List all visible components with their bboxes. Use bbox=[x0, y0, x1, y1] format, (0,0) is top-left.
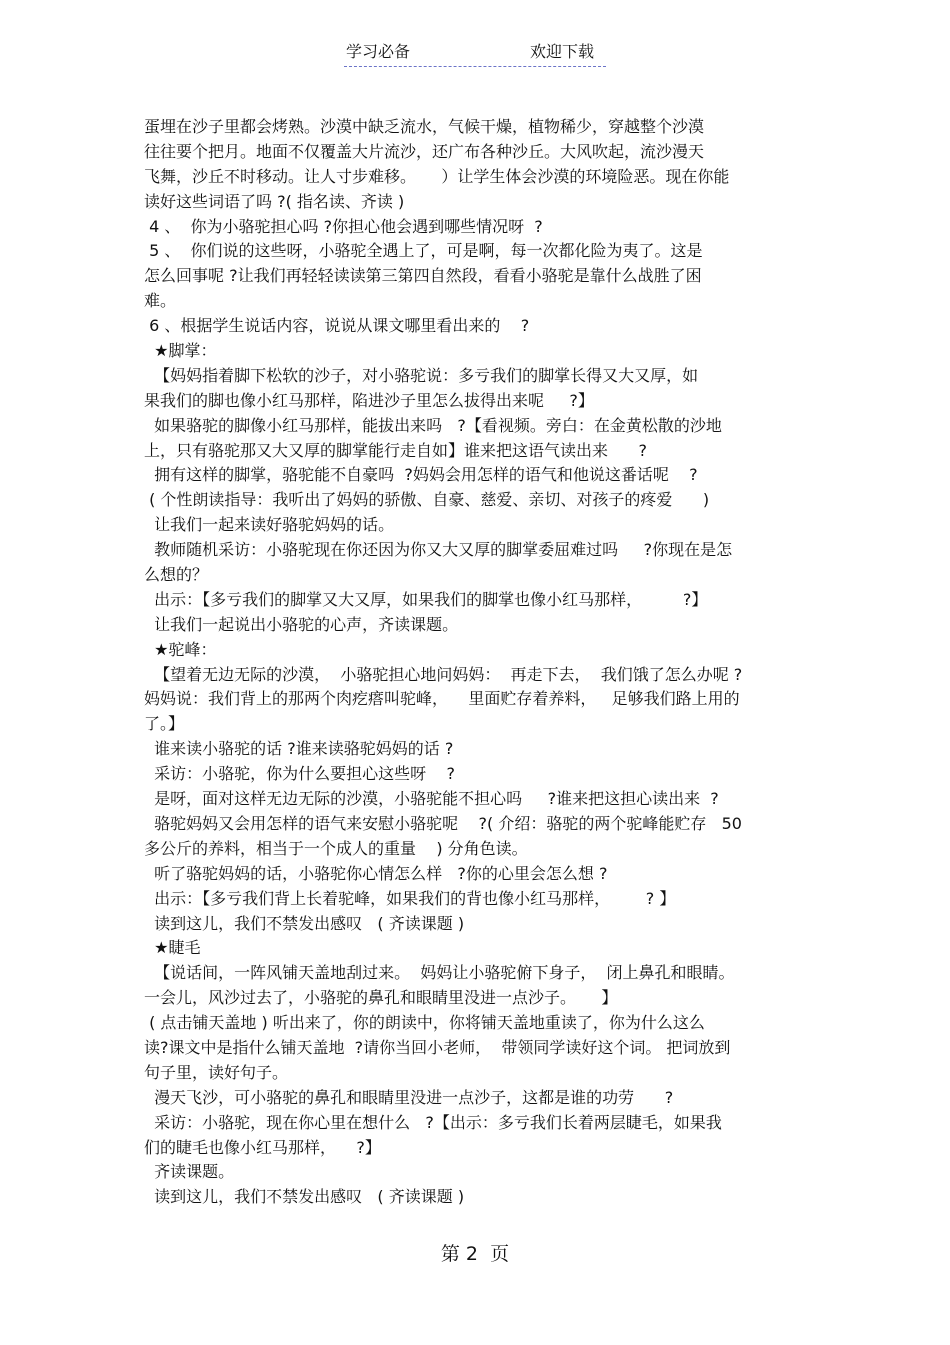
text-line: 一会儿，风沙过去了，小骆驼的鼻孔和眼睛里没进一点沙子。 】 bbox=[144, 988, 618, 1008]
text-line: ★睫毛 bbox=[144, 938, 201, 958]
text-line: 了。】 bbox=[144, 714, 185, 734]
text-line: 如果骆驼的脚像小红马那样，能拔出来吗 ?【看视频。旁白：在金黄松散的沙地 bbox=[144, 415, 722, 435]
text-line: 出示：【多亏我们背上长着驼峰，如果我们的背也像小红马那样， ? 】 bbox=[144, 888, 676, 908]
text-line: 听了骆驼妈妈的话，小骆驼你心情怎么样 ?你的心里会怎么想 ? bbox=[144, 863, 608, 883]
text-line: 往往要个把月。地面不仅覆盖大片流沙，还广布各种沙丘。大风吹起，流沙漫天 bbox=[144, 141, 705, 161]
text-line: 多公斤的养料，相当于一个成人的重量 ) 分角色读。 bbox=[144, 838, 528, 858]
text-line: 【望着无边无际的沙漠， 小骆驼担心地问妈妈： 再走下去， 我们饿了怎么办呢 ? bbox=[144, 664, 743, 684]
text-line: 难。 bbox=[144, 291, 177, 311]
text-line: 采访：小骆驼，现在你心里在想什么 ?【出示：多亏我们长着两层睫毛，如果我 bbox=[144, 1112, 722, 1132]
document-body bbox=[144, 115, 824, 1210]
text-line: 6 、根据学生说话内容，说说从课文哪里看出来的 ? bbox=[144, 316, 530, 336]
text-line: 蛋埋在沙子里都会烤熟。沙漠中缺乏流水，气候干燥，植物稀少，穿越整个沙漠 bbox=[144, 117, 705, 136]
text-line: 谁来读小骆驼的话 ?谁来读骆驼妈妈的话 ? bbox=[144, 739, 454, 759]
text-line: 拥有这样的脚掌，骆驼能不自豪吗 ?妈妈会用怎样的语气和他说这番话呢 ? bbox=[144, 465, 698, 485]
text-line: 采访：小骆驼，你为什么要担心这些呀 ? bbox=[144, 764, 456, 784]
text-line: 句子里，读好句子。 bbox=[144, 1062, 289, 1082]
text-line: 出示：【多亏我们的脚掌又大又厚，如果我们的脚掌也像小红马那样， ?】 bbox=[144, 589, 708, 609]
text-line: 读?课文中是指什么铺天盖地 ?请你当回小老师， 带领同学读好这个词。 把词放到 bbox=[144, 1037, 731, 1057]
text-line: 读好这些词语了吗 ?( 指名读、齐读 ) bbox=[144, 191, 405, 211]
text-line: 读到这儿，我们不禁发出感叹 ( 齐读课题 ) bbox=[144, 1187, 465, 1207]
text-line: ( 个性朗读指导：我听出了妈妈的骄傲、自豪、慈爱、亲切、对孩子的疼爱 ) bbox=[144, 490, 710, 510]
header-right-text: 欢迎下载 bbox=[530, 42, 595, 61]
text-line: 怎么回事呢 ?让我们再轻轻读读第三第四自然段，看看小骆驼是靠什么战胜了困 bbox=[144, 266, 702, 286]
text-line: 们的睫毛也像小红马那样， ?】 bbox=[144, 1137, 381, 1157]
text-line: 【妈妈指着脚下松软的沙子，对小骆驼说：多亏我们的脚掌长得又大又厚，如 bbox=[144, 365, 699, 385]
text-line: 教师随机采访：小骆驼现在你还因为你又大又厚的脚掌委屈难过吗 ?你现在是怎 bbox=[144, 540, 733, 560]
header-left-text: 学习必备 bbox=[346, 42, 411, 61]
text-line: 果我们的脚也像小红马那样，陷进沙子里怎么拔得出来呢 ?】 bbox=[144, 390, 594, 410]
page-number: 第 2 页 bbox=[440, 1243, 510, 1265]
text-line: 飞舞，沙丘不时移动。让人寸步难移。 ）让学生体会沙漠的环境险恶。现在你能 bbox=[144, 166, 730, 186]
text-line: 骆驼妈妈又会用怎样的语气来安慰小骆驼呢 ?( 介绍：骆驼的两个驼峰能贮存 50 bbox=[144, 813, 742, 833]
text-line: 上，只有骆驼那又大又厚的脚掌能行走自如】谁来把这语气读出来 ? bbox=[144, 440, 648, 460]
text-line: 【说话间，一阵风铺天盖地刮过来。 妈妈让小骆驼俯下身子， 闭上鼻孔和眼睛。 bbox=[144, 963, 735, 983]
text-line: 么想的？ bbox=[144, 565, 209, 585]
text-line: 齐读课题。 bbox=[144, 1162, 235, 1182]
text-line: ★驼峰： bbox=[144, 639, 217, 659]
text-line: 读到这儿，我们不禁发出感叹 ( 齐读课题 ) bbox=[144, 913, 465, 933]
text-line: 4 、 你为小骆驼担心吗 ?你担心他会遇到哪些情况呀 ? bbox=[144, 216, 543, 236]
text-line: 5 、 你们说的这些呀，小骆驼全遇上了，可是啊，每一次都化险为夷了。这是 bbox=[144, 241, 703, 261]
text-line: 让我们一起来读好骆驼妈妈的话。 bbox=[144, 515, 395, 535]
page-header bbox=[344, 40, 606, 67]
text-line: 让我们一起说出小骆驼的心声，齐读课题。 bbox=[144, 614, 459, 634]
text-line: 妈妈说：我们背上的那两个肉疙瘩叫驼峰， 里面贮存着养料， 足够我们路上用的 bbox=[144, 689, 740, 709]
text-line: ( 点击铺天盖地 ) 听出来了，你的朗读中，你将铺天盖地重读了，你为什么这么 bbox=[144, 1013, 705, 1033]
text-line: 漫天飞沙，可小骆驼的鼻孔和眼睛里没进一点沙子，这都是谁的功劳 ? bbox=[144, 1087, 674, 1107]
text-line: ★脚掌： bbox=[144, 341, 217, 361]
text-line: 是呀，面对这样无边无际的沙漠，小骆驼能不担心吗 ?谁来把这担心读出来 ? bbox=[144, 789, 719, 809]
